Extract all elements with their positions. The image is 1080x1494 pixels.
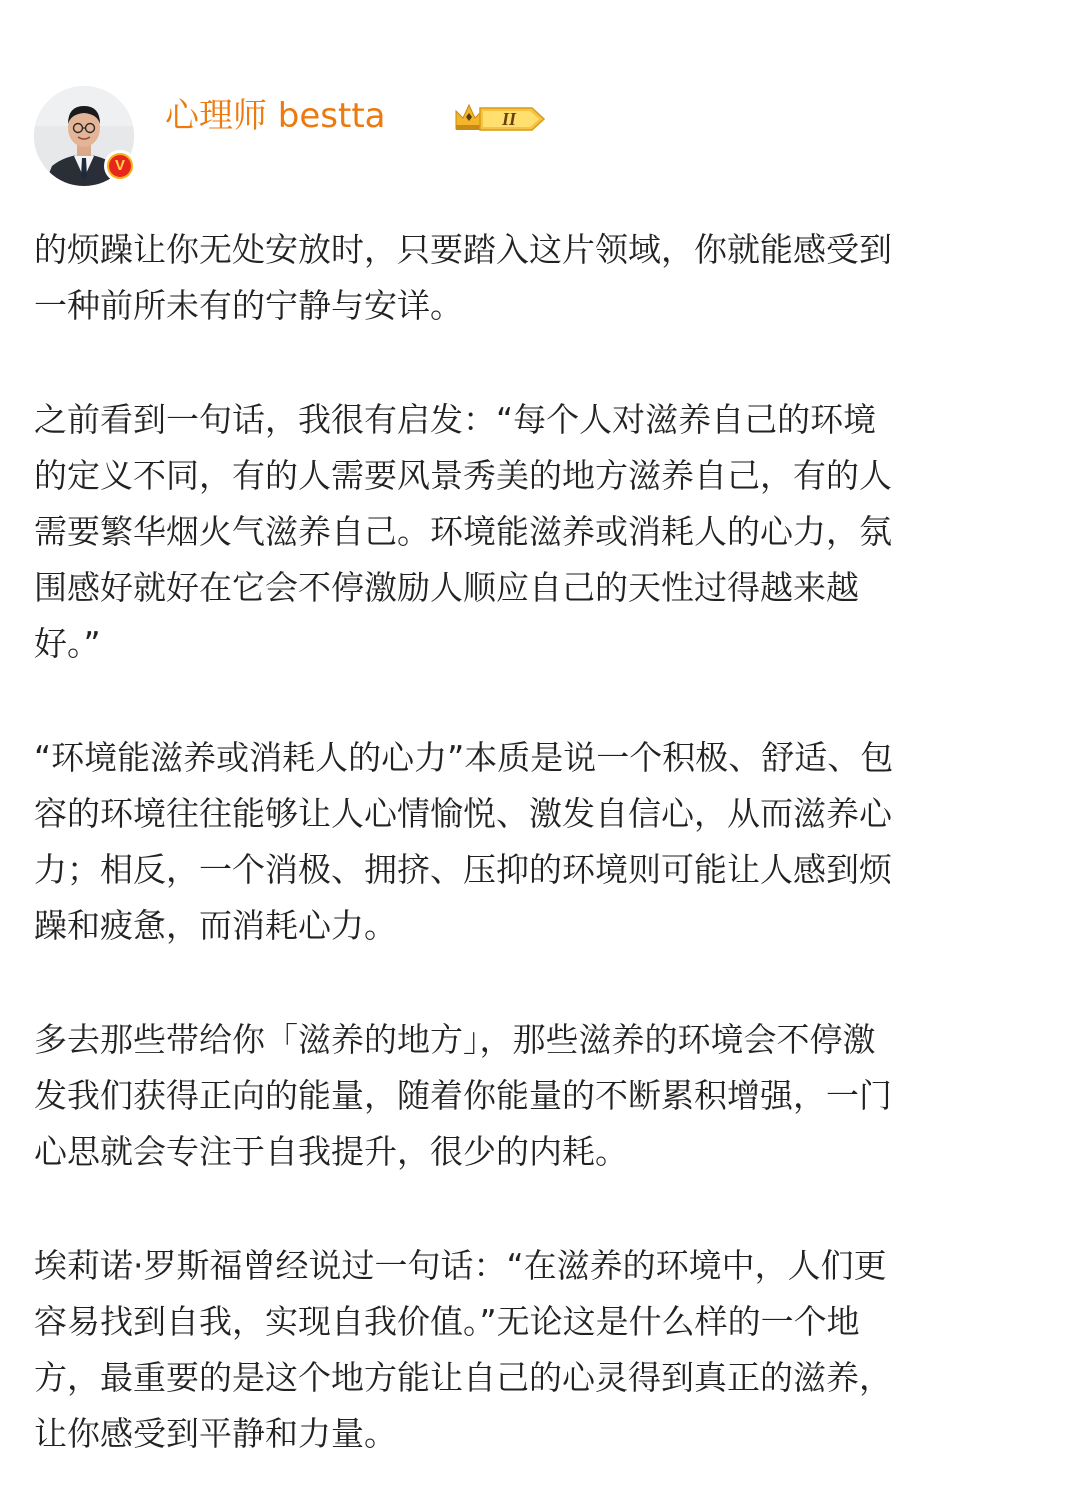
post-paragraph: 的烦躁让你无处安放时，只要踏入这片领域，你就能感受到 一种前所未有的宁静与安详。 xyxy=(34,230,892,325)
post-paragraph: 多去那些带给你「滋养的地方」，那些滋养的环境会不停激 发我们获得正向的能量，随着你能量的不断累积增强，一门 心思就会专注于自我提升，很少的内耗。 xyxy=(34,1020,892,1171)
verified-badge-icon xyxy=(104,150,136,182)
verified-mark: V xyxy=(109,155,131,177)
post-paragraph: 之前看到一句话，我很有启发：“每个人对滋养自己的环境 的定义不同，有的人需要风景秀美的地方滋养自己，有的人 需要繁华烟火气滋养自己。环境能滋养或消耗人的心力，氛 围感好就好在它会不停激励人顺应自己的天性过得越来越 好。” xyxy=(34,400,892,663)
vip-level-text: II xyxy=(501,109,517,129)
vip-crown-badge-icon[interactable] xyxy=(452,99,548,135)
avatar-container[interactable] xyxy=(34,86,134,186)
username-link[interactable]: 心理师 bestta xyxy=(165,96,386,136)
post-paragraph: “环境能滋养或消耗人的心力”本质是说一个积极、舒适、包 容的环境往往能够让人心情愉悦、激发自信心，从而滋养心 力；相反，一个消极、拥挤、压抑的环境则可能让人感到烦 躁和疲惫，而消耗心力。 xyxy=(34,738,894,945)
post-content xyxy=(34,222,1040,1462)
post-header xyxy=(34,86,1034,186)
post-paragraph: 埃莉诺·罗斯福曾经说过一句话：“在滋养的环境中，人们更 容易找到自我，实现自我价值。”无论这是什么样的一个地 方，最重要的是这个地方能让自己的心灵得到真正的滋养， 让你感受到平静和力量。 xyxy=(34,1246,892,1453)
